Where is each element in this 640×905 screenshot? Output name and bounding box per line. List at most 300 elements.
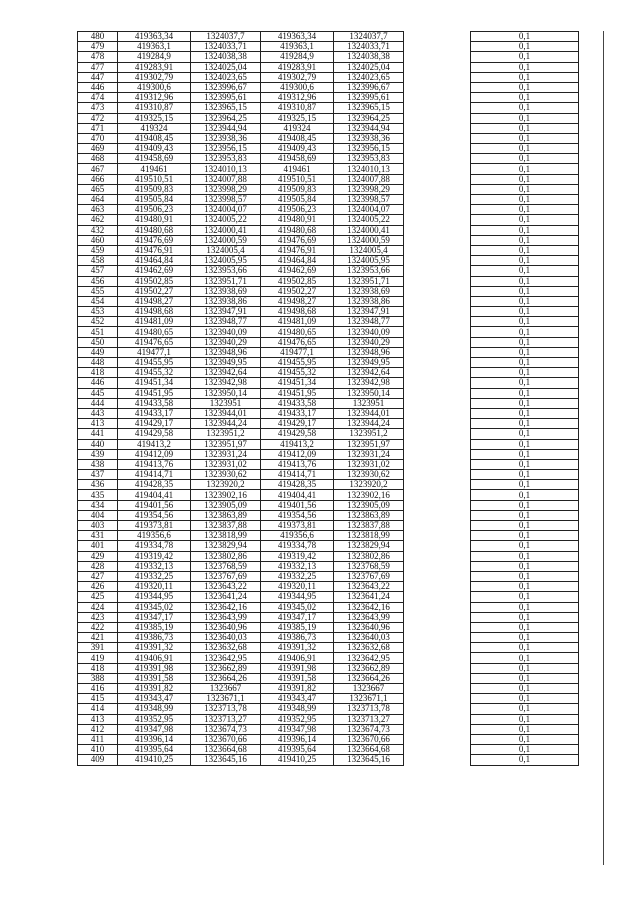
accuracy-cell: 0,1 (471, 82, 579, 92)
point-number-cell: 435 (78, 490, 118, 500)
gap-cell (404, 429, 471, 439)
gap-cell (404, 408, 471, 418)
x-coordinate-new-cell: 419414,71 (261, 470, 334, 480)
x-coordinate-new-cell: 419404,41 (261, 490, 334, 500)
y-coordinate-cell: 1323667 (191, 684, 261, 694)
point-number-cell: 472 (78, 113, 118, 123)
accuracy-cell: 0,1 (471, 123, 579, 133)
y-coordinate-cell: 1323643,22 (191, 582, 261, 592)
x-coordinate-new-cell: 419409,43 (261, 144, 334, 154)
x-coordinate-new-cell: 419352,95 (261, 714, 334, 724)
y-coordinate-cell: 1323713,78 (191, 704, 261, 714)
x-coordinate-new-cell: 419283,91 (261, 62, 334, 72)
x-coordinate-new-cell: 419300,6 (261, 82, 334, 92)
x-coordinate-cell: 419395,64 (118, 745, 191, 755)
y-coordinate-new-cell: 1323944,94 (334, 123, 404, 133)
accuracy-cell: 0,1 (471, 612, 579, 622)
y-coordinate-cell: 1323662,89 (191, 663, 261, 673)
coordinates-table (77, 31, 579, 766)
table-row (78, 663, 579, 673)
accuracy-cell: 0,1 (471, 103, 579, 113)
x-coordinate-new-cell: 419344,95 (261, 592, 334, 602)
table-row (78, 276, 579, 286)
point-number-cell: 446 (78, 378, 118, 388)
y-coordinate-cell: 1323938,36 (191, 133, 261, 143)
table-row (78, 368, 579, 378)
y-coordinate-new-cell: 1323643,99 (334, 612, 404, 622)
y-coordinate-cell: 1324023,65 (191, 72, 261, 82)
y-coordinate-cell: 1323829,94 (191, 541, 261, 551)
accuracy-cell: 0,1 (471, 724, 579, 734)
table-row (78, 592, 579, 602)
gap-cell (404, 510, 471, 520)
x-coordinate-new-cell: 419505,84 (261, 195, 334, 205)
y-coordinate-cell: 1324005,22 (191, 215, 261, 225)
x-coordinate-new-cell: 419510,51 (261, 174, 334, 184)
y-coordinate-new-cell: 1323965,15 (334, 103, 404, 113)
table-row (78, 551, 579, 561)
x-coordinate-cell: 419363,1 (118, 42, 191, 52)
accuracy-cell: 0,1 (471, 205, 579, 215)
x-coordinate-new-cell: 419509,83 (261, 184, 334, 194)
point-number-cell: 463 (78, 205, 118, 215)
gap-cell (404, 592, 471, 602)
x-coordinate-new-cell: 419334,78 (261, 541, 334, 551)
x-coordinate-cell: 419408,45 (118, 133, 191, 143)
point-number-cell: 427 (78, 571, 118, 581)
accuracy-cell: 0,1 (471, 337, 579, 347)
y-coordinate-new-cell: 1323905,09 (334, 500, 404, 510)
y-coordinate-cell: 1324038,38 (191, 52, 261, 62)
point-number-cell: 428 (78, 561, 118, 571)
x-coordinate-cell: 419401,56 (118, 500, 191, 510)
gap-cell (404, 276, 471, 286)
y-coordinate-cell: 1323996,67 (191, 82, 261, 92)
x-coordinate-new-cell: 419412,09 (261, 449, 334, 459)
y-coordinate-cell: 1323948,96 (191, 347, 261, 357)
point-number-cell: 455 (78, 286, 118, 296)
gap-cell (404, 551, 471, 561)
accuracy-cell: 0,1 (471, 510, 579, 520)
x-coordinate-cell: 419414,71 (118, 470, 191, 480)
x-coordinate-cell: 419312,96 (118, 93, 191, 103)
y-coordinate-cell: 1323664,68 (191, 745, 261, 755)
y-coordinate-new-cell: 1323667 (334, 684, 404, 694)
table-row (78, 72, 579, 82)
y-coordinate-new-cell: 1323951,2 (334, 429, 404, 439)
table-row (78, 62, 579, 72)
y-coordinate-cell: 1323947,91 (191, 307, 261, 317)
table-row (78, 724, 579, 734)
table-row (78, 144, 579, 154)
x-coordinate-new-cell: 419395,64 (261, 745, 334, 755)
y-coordinate-new-cell: 1323998,57 (334, 195, 404, 205)
accuracy-cell: 0,1 (471, 714, 579, 724)
x-coordinate-new-cell: 419343,47 (261, 694, 334, 704)
point-number-cell: 469 (78, 144, 118, 154)
y-coordinate-new-cell: 1323920,2 (334, 480, 404, 490)
y-coordinate-cell: 1323768,59 (191, 561, 261, 571)
gap-cell (404, 286, 471, 296)
table-row (78, 734, 579, 744)
table-row (78, 398, 579, 408)
y-coordinate-new-cell: 1323951,97 (334, 439, 404, 449)
gap-cell (404, 62, 471, 72)
accuracy-cell: 0,1 (471, 745, 579, 755)
y-coordinate-cell: 1323632,68 (191, 643, 261, 653)
point-number-cell: 404 (78, 510, 118, 520)
table-row (78, 612, 579, 622)
gap-cell (404, 256, 471, 266)
point-number-cell: 467 (78, 164, 118, 174)
accuracy-cell: 0,1 (471, 42, 579, 52)
x-coordinate-cell: 419354,56 (118, 510, 191, 520)
y-coordinate-cell: 1323640,96 (191, 622, 261, 632)
accuracy-cell: 0,1 (471, 276, 579, 286)
x-coordinate-new-cell: 419406,91 (261, 653, 334, 663)
point-number-cell: 426 (78, 582, 118, 592)
point-number-cell: 445 (78, 388, 118, 398)
y-coordinate-cell: 1323802,86 (191, 551, 261, 561)
x-coordinate-new-cell: 419413,76 (261, 459, 334, 469)
point-number-cell: 447 (78, 72, 118, 82)
y-coordinate-cell: 1324025,04 (191, 62, 261, 72)
point-number-cell: 410 (78, 745, 118, 755)
point-number-cell: 470 (78, 133, 118, 143)
accuracy-cell: 0,1 (471, 266, 579, 276)
x-coordinate-new-cell: 419458,69 (261, 154, 334, 164)
point-number-cell: 456 (78, 276, 118, 286)
accuracy-cell: 0,1 (471, 633, 579, 643)
accuracy-cell: 0,1 (471, 93, 579, 103)
gap-cell (404, 307, 471, 317)
y-coordinate-new-cell: 1323942,64 (334, 368, 404, 378)
accuracy-cell: 0,1 (471, 571, 579, 581)
y-coordinate-new-cell: 1323902,16 (334, 490, 404, 500)
y-coordinate-cell: 1323643,99 (191, 612, 261, 622)
y-coordinate-cell: 1323953,83 (191, 154, 261, 164)
y-coordinate-cell: 1323940,09 (191, 327, 261, 337)
x-coordinate-cell: 419334,78 (118, 541, 191, 551)
table-row (78, 694, 579, 704)
table-row (78, 133, 579, 143)
y-coordinate-new-cell: 1324005,95 (334, 256, 404, 266)
point-number-cell: 466 (78, 174, 118, 184)
point-number-cell: 409 (78, 755, 118, 765)
gap-cell (404, 521, 471, 531)
x-coordinate-cell: 419433,17 (118, 408, 191, 418)
accuracy-cell: 0,1 (471, 561, 579, 571)
y-coordinate-new-cell: 1323930,62 (334, 470, 404, 480)
x-coordinate-new-cell: 419373,81 (261, 521, 334, 531)
y-coordinate-cell: 1323713,27 (191, 714, 261, 724)
gap-cell (404, 388, 471, 398)
x-coordinate-cell: 419433,58 (118, 398, 191, 408)
accuracy-cell: 0,1 (471, 388, 579, 398)
accuracy-cell: 0,1 (471, 286, 579, 296)
y-coordinate-cell: 1323642,16 (191, 602, 261, 612)
table-row (78, 714, 579, 724)
x-coordinate-cell: 419324 (118, 123, 191, 133)
y-coordinate-cell: 1323902,16 (191, 490, 261, 500)
x-coordinate-new-cell: 419354,56 (261, 510, 334, 520)
x-coordinate-new-cell: 419401,56 (261, 500, 334, 510)
gap-cell (404, 123, 471, 133)
table-row (78, 704, 579, 714)
x-coordinate-new-cell: 419347,98 (261, 724, 334, 734)
x-coordinate-new-cell: 419464,84 (261, 256, 334, 266)
x-coordinate-cell: 419332,13 (118, 561, 191, 571)
gap-cell (404, 82, 471, 92)
x-coordinate-cell: 419406,91 (118, 653, 191, 663)
point-number-cell: 401 (78, 541, 118, 551)
table-row (78, 602, 579, 612)
x-coordinate-new-cell: 419476,65 (261, 337, 334, 347)
table-row (78, 571, 579, 581)
point-number-cell: 441 (78, 429, 118, 439)
y-coordinate-new-cell: 1323632,68 (334, 643, 404, 653)
y-coordinate-cell: 1323998,29 (191, 184, 261, 194)
table-row (78, 82, 579, 92)
x-coordinate-cell: 419300,6 (118, 82, 191, 92)
y-coordinate-cell: 1323645,16 (191, 755, 261, 765)
x-coordinate-cell: 419344,95 (118, 592, 191, 602)
y-coordinate-cell: 1324037,7 (191, 32, 261, 42)
x-coordinate-new-cell: 419476,69 (261, 235, 334, 245)
y-coordinate-new-cell: 1323948,77 (334, 317, 404, 327)
y-coordinate-new-cell: 1323802,86 (334, 551, 404, 561)
x-coordinate-cell: 419506,23 (118, 205, 191, 215)
y-coordinate-cell: 1323998,57 (191, 195, 261, 205)
y-coordinate-new-cell: 1323951,71 (334, 276, 404, 286)
y-coordinate-new-cell: 1323767,69 (334, 571, 404, 581)
table-row (78, 653, 579, 663)
y-coordinate-new-cell: 1323640,96 (334, 622, 404, 632)
y-coordinate-cell: 1323995,61 (191, 93, 261, 103)
table-row (78, 582, 579, 592)
gap-cell (404, 470, 471, 480)
point-number-cell: 418 (78, 663, 118, 673)
point-number-cell: 412 (78, 724, 118, 734)
point-number-cell: 450 (78, 337, 118, 347)
table-row (78, 429, 579, 439)
y-coordinate-cell: 1324004,07 (191, 205, 261, 215)
gap-cell (404, 154, 471, 164)
gap-cell (404, 347, 471, 357)
point-number-cell: 477 (78, 62, 118, 72)
y-coordinate-new-cell: 1323956,15 (334, 144, 404, 154)
accuracy-cell: 0,1 (471, 663, 579, 673)
accuracy-cell: 0,1 (471, 358, 579, 368)
y-coordinate-new-cell: 1323953,66 (334, 266, 404, 276)
accuracy-cell: 0,1 (471, 673, 579, 683)
point-number-cell: 434 (78, 500, 118, 510)
x-coordinate-cell: 419502,27 (118, 286, 191, 296)
accuracy-cell: 0,1 (471, 133, 579, 143)
gap-cell (404, 205, 471, 215)
gap-cell (404, 653, 471, 663)
accuracy-cell: 0,1 (471, 459, 579, 469)
gap-cell (404, 724, 471, 734)
y-coordinate-new-cell: 1323944,01 (334, 408, 404, 418)
table-row (78, 205, 579, 215)
gap-cell (404, 490, 471, 500)
table-row (78, 633, 579, 643)
y-coordinate-new-cell: 1324005,22 (334, 215, 404, 225)
x-coordinate-cell: 419332,25 (118, 571, 191, 581)
y-coordinate-cell: 1323951,97 (191, 439, 261, 449)
accuracy-cell: 0,1 (471, 154, 579, 164)
table-row (78, 419, 579, 429)
gap-cell (404, 52, 471, 62)
gap-cell (404, 113, 471, 123)
accuracy-cell: 0,1 (471, 653, 579, 663)
accuracy-cell: 0,1 (471, 62, 579, 72)
table-row (78, 103, 579, 113)
x-coordinate-cell: 419477,1 (118, 347, 191, 357)
table-row (78, 154, 579, 164)
y-coordinate-new-cell: 1323996,67 (334, 82, 404, 92)
y-coordinate-new-cell: 1323643,22 (334, 582, 404, 592)
accuracy-cell: 0,1 (471, 582, 579, 592)
y-coordinate-cell: 1323948,77 (191, 317, 261, 327)
accuracy-cell: 0,1 (471, 184, 579, 194)
x-coordinate-new-cell: 419433,17 (261, 408, 334, 418)
y-coordinate-new-cell: 1324010,13 (334, 164, 404, 174)
y-coordinate-new-cell: 1323713,27 (334, 714, 404, 724)
point-number-cell: 415 (78, 694, 118, 704)
table-row (78, 561, 579, 571)
x-coordinate-cell: 419409,43 (118, 144, 191, 154)
gap-cell (404, 93, 471, 103)
table-row (78, 449, 579, 459)
x-coordinate-new-cell: 419413,2 (261, 439, 334, 449)
y-coordinate-new-cell: 1323995,61 (334, 93, 404, 103)
x-coordinate-cell: 419356,6 (118, 531, 191, 541)
accuracy-cell: 0,1 (471, 541, 579, 551)
y-coordinate-cell: 1323671,1 (191, 694, 261, 704)
table-row (78, 307, 579, 317)
x-coordinate-new-cell: 419385,19 (261, 622, 334, 632)
y-coordinate-cell: 1324010,13 (191, 164, 261, 174)
x-coordinate-new-cell: 419332,13 (261, 561, 334, 571)
x-coordinate-cell: 419391,82 (118, 684, 191, 694)
x-coordinate-cell: 419461 (118, 164, 191, 174)
x-coordinate-new-cell: 419363,34 (261, 32, 334, 42)
point-number-cell: 446 (78, 82, 118, 92)
gap-cell (404, 195, 471, 205)
x-coordinate-new-cell: 419480,68 (261, 225, 334, 235)
x-coordinate-new-cell: 419391,82 (261, 684, 334, 694)
y-coordinate-new-cell: 1323940,29 (334, 337, 404, 347)
accuracy-cell: 0,1 (471, 694, 579, 704)
y-coordinate-cell: 1324000,41 (191, 225, 261, 235)
x-coordinate-cell: 419476,91 (118, 245, 191, 255)
x-coordinate-cell: 419391,98 (118, 663, 191, 673)
accuracy-cell: 0,1 (471, 296, 579, 306)
gap-cell (404, 459, 471, 469)
accuracy-cell: 0,1 (471, 398, 579, 408)
x-coordinate-new-cell: 419312,96 (261, 93, 334, 103)
x-coordinate-cell: 419385,19 (118, 622, 191, 632)
x-coordinate-new-cell: 419348,99 (261, 704, 334, 714)
y-coordinate-cell: 1324005,95 (191, 256, 261, 266)
x-coordinate-new-cell: 419410,25 (261, 755, 334, 765)
gap-cell (404, 164, 471, 174)
gap-cell (404, 480, 471, 490)
accuracy-cell: 0,1 (471, 408, 579, 418)
table-row (78, 755, 579, 765)
table-row (78, 408, 579, 418)
x-coordinate-cell: 419476,65 (118, 337, 191, 347)
x-coordinate-cell: 419396,14 (118, 734, 191, 744)
accuracy-cell: 0,1 (471, 470, 579, 480)
x-coordinate-cell: 419429,17 (118, 419, 191, 429)
point-number-cell: 421 (78, 633, 118, 643)
gap-cell (404, 755, 471, 765)
point-number-cell: 471 (78, 123, 118, 133)
point-number-cell: 465 (78, 184, 118, 194)
x-coordinate-new-cell: 419363,1 (261, 42, 334, 52)
gap-cell (404, 714, 471, 724)
y-coordinate-cell: 1323863,89 (191, 510, 261, 520)
margin-rule (603, 31, 604, 865)
gap-cell (404, 398, 471, 408)
x-coordinate-cell: 419458,69 (118, 154, 191, 164)
gap-cell (404, 582, 471, 592)
x-coordinate-new-cell: 419391,32 (261, 643, 334, 653)
x-coordinate-new-cell: 419391,58 (261, 673, 334, 683)
point-number-cell: 437 (78, 470, 118, 480)
accuracy-cell: 0,1 (471, 368, 579, 378)
coordinates-table-body (78, 32, 579, 766)
accuracy-cell: 0,1 (471, 195, 579, 205)
point-number-cell: 440 (78, 439, 118, 449)
y-coordinate-new-cell: 1324038,38 (334, 52, 404, 62)
accuracy-cell: 0,1 (471, 480, 579, 490)
y-coordinate-new-cell: 1323949,95 (334, 358, 404, 368)
accuracy-cell: 0,1 (471, 521, 579, 531)
point-number-cell: 438 (78, 459, 118, 469)
y-coordinate-new-cell: 1323938,86 (334, 296, 404, 306)
y-coordinate-cell: 1324033,71 (191, 42, 261, 52)
y-coordinate-cell: 1323942,64 (191, 368, 261, 378)
accuracy-cell: 0,1 (471, 531, 579, 541)
gap-cell (404, 439, 471, 449)
gap-cell (404, 32, 471, 42)
y-coordinate-cell: 1323956,15 (191, 144, 261, 154)
x-coordinate-cell: 419481,09 (118, 317, 191, 327)
table-row (78, 622, 579, 632)
x-coordinate-cell: 419310,87 (118, 103, 191, 113)
y-coordinate-new-cell: 1323662,89 (334, 663, 404, 673)
y-coordinate-new-cell: 1323931,24 (334, 449, 404, 459)
y-coordinate-new-cell: 1323829,94 (334, 541, 404, 551)
accuracy-cell: 0,1 (471, 378, 579, 388)
gap-cell (404, 266, 471, 276)
y-coordinate-cell: 1323930,62 (191, 470, 261, 480)
point-number-cell: 413 (78, 419, 118, 429)
gap-cell (404, 296, 471, 306)
accuracy-cell: 0,1 (471, 174, 579, 184)
table-row (78, 225, 579, 235)
table-row (78, 296, 579, 306)
accuracy-cell: 0,1 (471, 684, 579, 694)
gap-cell (404, 541, 471, 551)
table-row (78, 378, 579, 388)
point-number-cell: 388 (78, 673, 118, 683)
point-number-cell: 425 (78, 592, 118, 602)
